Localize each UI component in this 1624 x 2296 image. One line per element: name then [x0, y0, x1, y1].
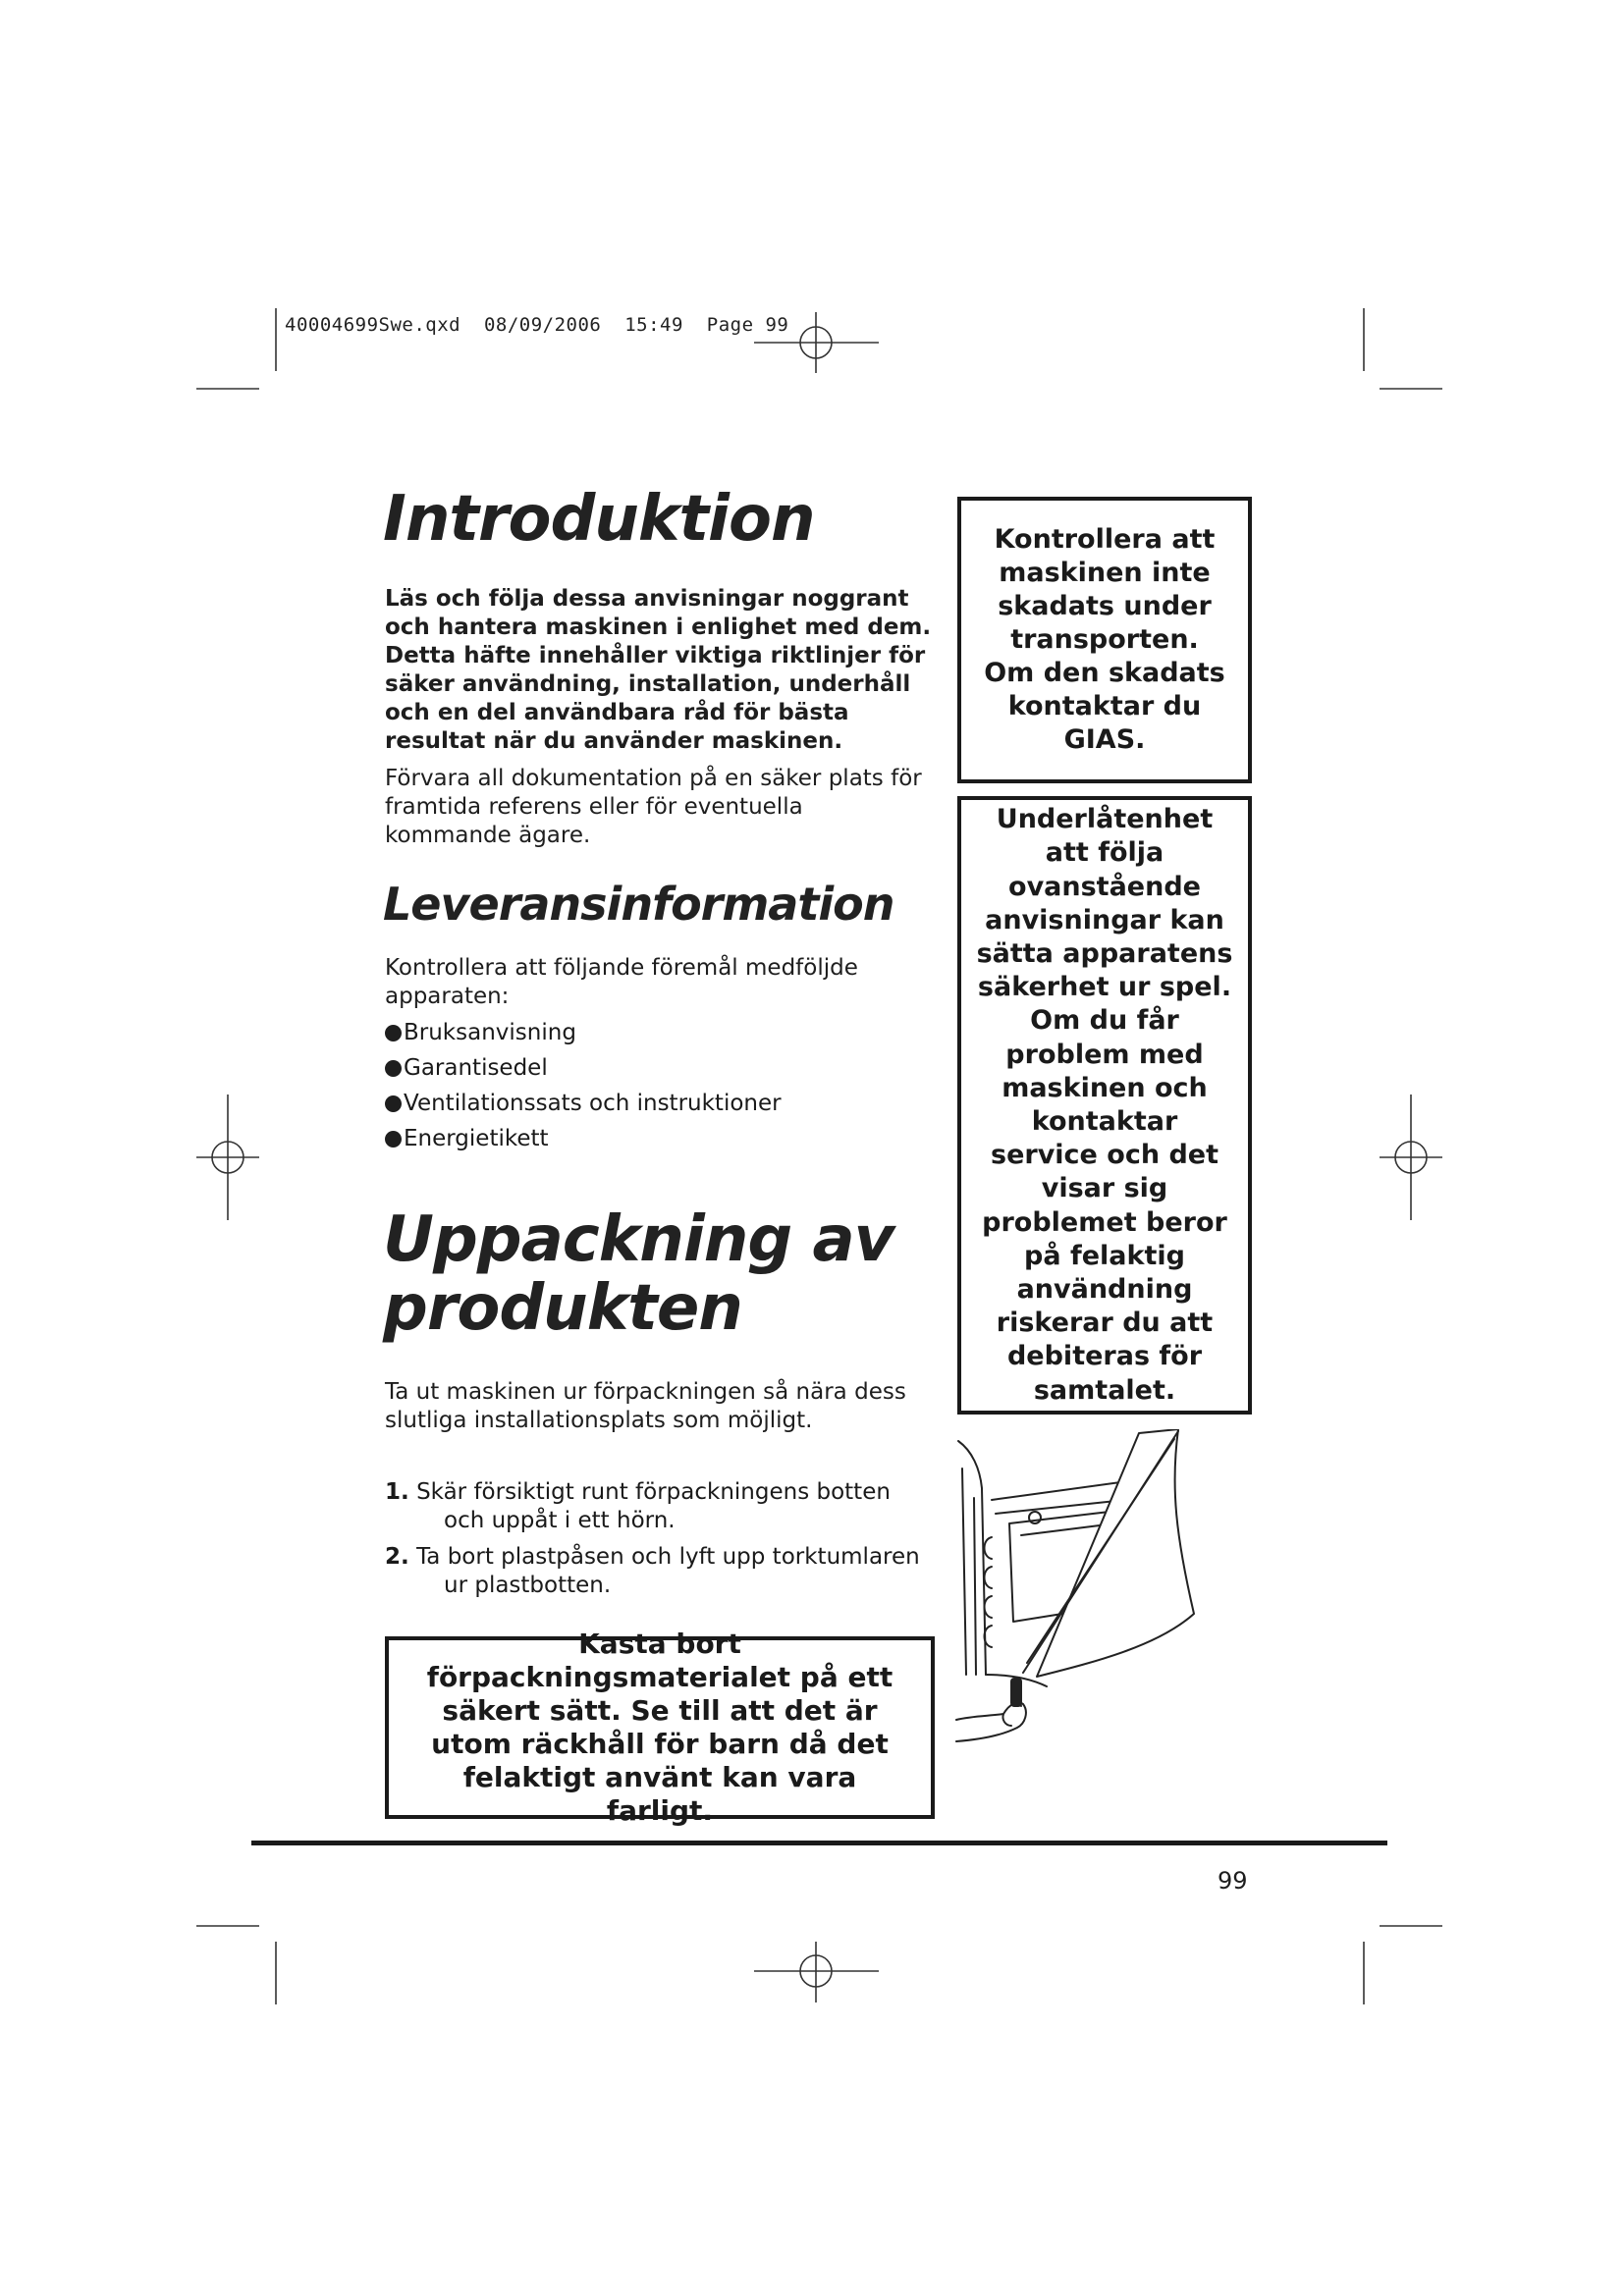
footer-rule	[251, 1841, 1387, 1845]
list-item-label: Energietikett	[404, 1126, 549, 1151]
packaging-notice-text: Kasta bort förpackningsmaterialet på ett säkert sätt. Se till att det är utom räckhåll för barn då det felaktigt använt kan vara farligt.	[426, 1628, 893, 1827]
packaging-notice-box	[385, 1628, 935, 1827]
intro-bold-paragraph: Läs och följa dessa anvisningar noggrant och hantera maskinen i enlighet med dem. Detta häfte innehåller viktiga riktlinjer för säker användning, installation, underhåll och en del användbara råd för bästa resultat när du använder maskinen.	[385, 586, 932, 754]
list-item-label: Bruksanvisning	[404, 1020, 576, 1045]
damage-notice-text: Kontrollera att maskinen inte skadats under transporten. Om den skadats kontaktar du GIAS.	[984, 524, 1225, 755]
warning-notice-box	[957, 796, 1252, 1415]
delivery-list	[385, 1019, 935, 1160]
unpack-heading: Uppackning av produkten	[383, 1203, 894, 1345]
unpack-paragraph: Ta ut maskinen ur förpackningen så nära dess slutliga installationsplats som möjligt.	[385, 1379, 906, 1433]
bullet-icon	[385, 1131, 402, 1148]
list-item-label: Ventilationssats och instruktioner	[404, 1091, 782, 1116]
step-item	[385, 1543, 935, 1600]
step-number: 2.	[385, 1544, 409, 1570]
list-item	[385, 1090, 935, 1118]
file-slug: 40004699Swe.qxd 08/09/2006 15:49 Page 99	[285, 314, 789, 336]
intro-keep-paragraph: Förvara all dokumentation på en säker plats för framtida referens eller för eventuella kommande ägare.	[385, 766, 922, 848]
dryer-unpacking-illustration	[952, 1429, 1237, 1783]
step-text: Skär försiktigt runt förpackningens botten och uppåt i ett hörn.	[416, 1479, 891, 1533]
bullet-icon	[385, 1060, 402, 1077]
bullet-icon	[385, 1095, 402, 1112]
bullet-icon	[385, 1025, 402, 1041]
list-item	[385, 1019, 935, 1047]
list-item-label: Garantisedel	[404, 1055, 548, 1081]
list-item	[385, 1125, 935, 1153]
damage-notice-box	[957, 497, 1252, 783]
step-item	[385, 1478, 935, 1535]
unpack-steps	[385, 1478, 935, 1608]
intro-heading: Introduktion	[383, 483, 815, 556]
step-number: 1.	[385, 1479, 409, 1505]
delivery-heading: Leveransinformation	[383, 878, 894, 931]
step-text: Ta bort plastpåsen och lyft upp torktumlaren ur plastbotten.	[416, 1544, 920, 1598]
warning-notice-text: Underlåtenhet att följa ovanstående anvisningar kan sätta apparatens säkerhet ur spel. Om du får problem med maskinen och kontaktar service och det visar sig problemet beror på felaktig användning riskerar du att debiteras för samtalet.	[976, 804, 1233, 1406]
page-number: 99	[1218, 1867, 1248, 1895]
delivery-paragraph: Kontrollera att följande föremål medföljde apparaten:	[385, 955, 858, 1009]
list-item	[385, 1054, 935, 1083]
